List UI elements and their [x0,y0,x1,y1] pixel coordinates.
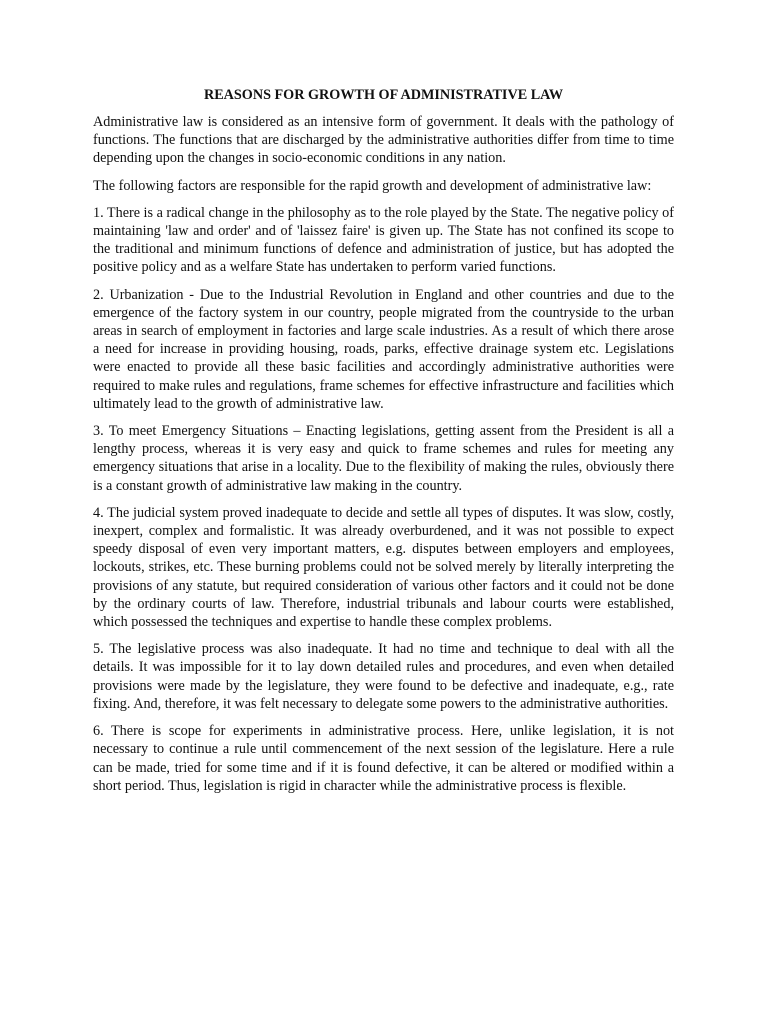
paragraph-factor-5: 5. The legislative process was also inadequate. It had no time and technique to deal with all the details. It was impossible for it to lay down detailed rules and procedures, and even when detailed provisions were made by the legislature, they were found to be defective and inadequate, e.g., rate fixing. And, therefore, it was felt necessary to delegate some powers to the administrative authorities. [93,641,674,712]
paragraph-factor-1: 1. There is a radical change in the philosophy as to the role played by the State. The negative policy of maintaining 'law and order' and of 'laissez faire' is given up. The State has not confined its scope to the traditional and minimum functions of defence and administration of justice, but has adopted the positive policy and as a welfare State has undertaken to perform varied functions. [93,204,674,276]
paragraph-factors-lead: The following factors are responsible for the rapid growth and development of administrative law: [93,177,652,194]
paragraph-intro: Administrative law is considered as an intensive form of government. It deals with the pathology of functions. The functions that are discharged by the administrative authorities differ from time to time depending upon the changes in socio-economic conditions in any nation. [93,114,674,167]
paragraph-factor-6: 6. There is scope for experiments in administrative process. Here, unlike legislation, it is not necessary to continue a rule until commencement of the next session of the legislature. Here a rule can be made, tried for some time and if it is found defective, it can be altered or modified within a short period. Thus, legislation is rigid in character while the administrative process is flexible. [93,723,674,794]
paragraph-factor-4: 4. The judicial system proved inadequate to decide and settle all types of disputes. It was slow, costly, inexpert, complex and formalistic. It was already overburdened, and it was not possible to expect speedy disposal of even very important matters, e.g. disputes between employers and employees, lockouts, strikes, etc. These burning problems could not be solved merely by literally interpreting the provisions of any statute, but required consideration of various other factors and it could not be done by the ordinary courts of law. Therefore, industrial tribunals and labour courts were established, which possessed the techniques and expertise to handle these complex problems. [93,504,674,631]
paragraph-factor-3: 3. To meet Emergency Situations – Enacting legislations, getting assent from the President is all a lengthy process, whereas it is very easy and quick to frame schemes and rules for meeting any emergency situations that arise in a locality. Due to the flexibility of making the rules, obviously there is a constant growth of administrative law making in the country. [93,423,674,494]
document-title: REASONS FOR GROWTH OF ADMINISTRATIVE LAW [203,87,564,103]
paragraph-factor-2: 2. Urbanization - Due to the Industrial Revolution in England and other countries and due to the emergence of the factory system in our country, people migrated from the countryside to the urban areas in search of employment in factories and large scale industries. As a result of which there arose a need for increase in providing housing, roads, parks, effective drainage system etc. Legislations were enacted to provide all these basic facilities and accordingly administrative authorities were required to make rules and regulations, frame schemes for effective infrastructure and facilities which ultimately lead to the growth of administrative law. [93,286,674,412]
document-body [93,86,674,804]
